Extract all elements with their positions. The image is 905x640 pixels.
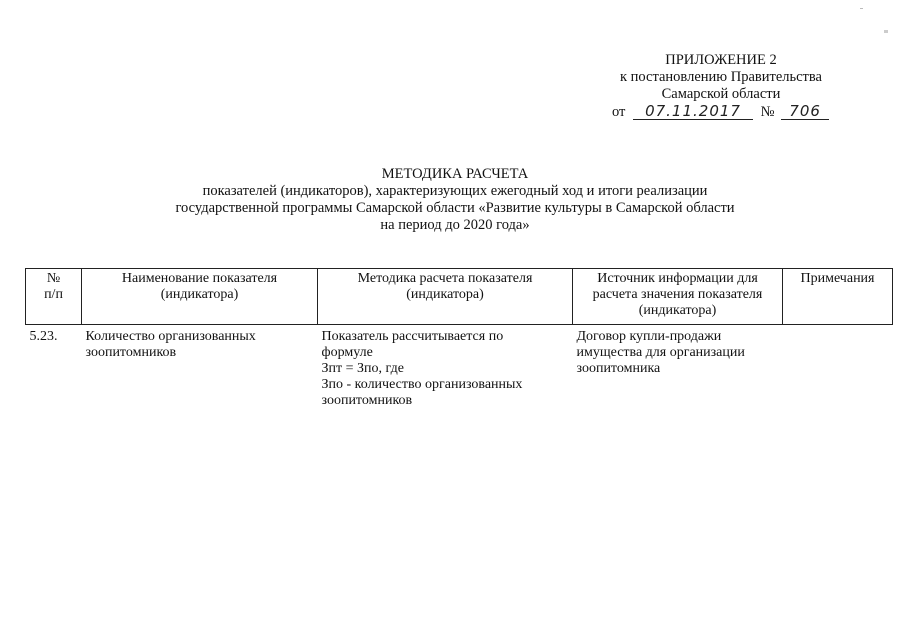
header-indicator-name <box>82 269 318 325</box>
header-text: (индикатора) <box>160 287 239 302</box>
handwritten-date: 07.11.2017 <box>633 104 753 120</box>
header-text: Методика расчета показателя <box>357 271 533 286</box>
cell-text: формуле <box>321 345 373 360</box>
row-notes <box>783 325 893 410</box>
row-method <box>318 325 573 410</box>
number-prefix: № <box>760 104 775 120</box>
table-header-row <box>26 269 893 325</box>
appendix-block <box>560 52 882 103</box>
header-text: № <box>46 271 61 286</box>
appendix-line: к постановлению Правительства <box>620 69 822 85</box>
document-title: МЕТОДИКА РАСЧЕТА <box>381 166 529 182</box>
cell-text: имущества для организации <box>576 345 745 360</box>
header-number <box>26 269 82 325</box>
header-text: (индикатора) <box>406 287 484 302</box>
header-text: п/п <box>44 287 63 302</box>
cell-text: зоопитомника <box>576 361 661 376</box>
header-text: расчета значения показателя <box>592 287 763 302</box>
indicators-table <box>25 268 893 409</box>
date-prefix: от <box>612 104 626 120</box>
scan-speck <box>884 30 888 33</box>
header-text: Источник информации для <box>597 271 758 286</box>
header-text: Наименование показателя <box>121 271 278 286</box>
subtitle-line: показателей (индикаторов), характеризующих ежегодный ход и итоги реализации <box>202 183 708 199</box>
row-number: 5.23. <box>29 329 58 344</box>
row-source <box>573 325 783 410</box>
header-notes <box>783 269 893 325</box>
subtitle-line: на период до 2020 года» <box>380 217 530 233</box>
cell-text: зоопитомников <box>321 393 413 408</box>
cell-text: Показатель рассчитывается по <box>321 329 504 344</box>
cell-text: Количество организованных <box>85 329 256 344</box>
subtitle-line: государственной программы Самарской области «Развитие культуры в Самарской области <box>175 200 735 216</box>
document-heading <box>140 166 770 234</box>
appendix-line: Самарской области <box>661 86 781 102</box>
header-method <box>318 269 573 325</box>
table-row <box>26 325 893 410</box>
scan-speck <box>860 8 863 9</box>
date-number-line <box>612 104 829 121</box>
cell-text: зоопитомников <box>85 345 177 360</box>
header-text: (индикатора) <box>638 303 717 318</box>
cell-text: Зпт = Зпо, где <box>321 361 404 376</box>
appendix-title: ПРИЛОЖЕНИЕ 2 <box>665 52 777 68</box>
handwritten-number: 706 <box>781 104 829 120</box>
cell-text: Договор купли-продажи <box>576 329 722 344</box>
header-source <box>573 269 783 325</box>
cell-text: Зпо - количество организованных <box>321 377 523 392</box>
header-text: Примечания <box>800 271 875 286</box>
row-indicator-name <box>82 325 318 410</box>
